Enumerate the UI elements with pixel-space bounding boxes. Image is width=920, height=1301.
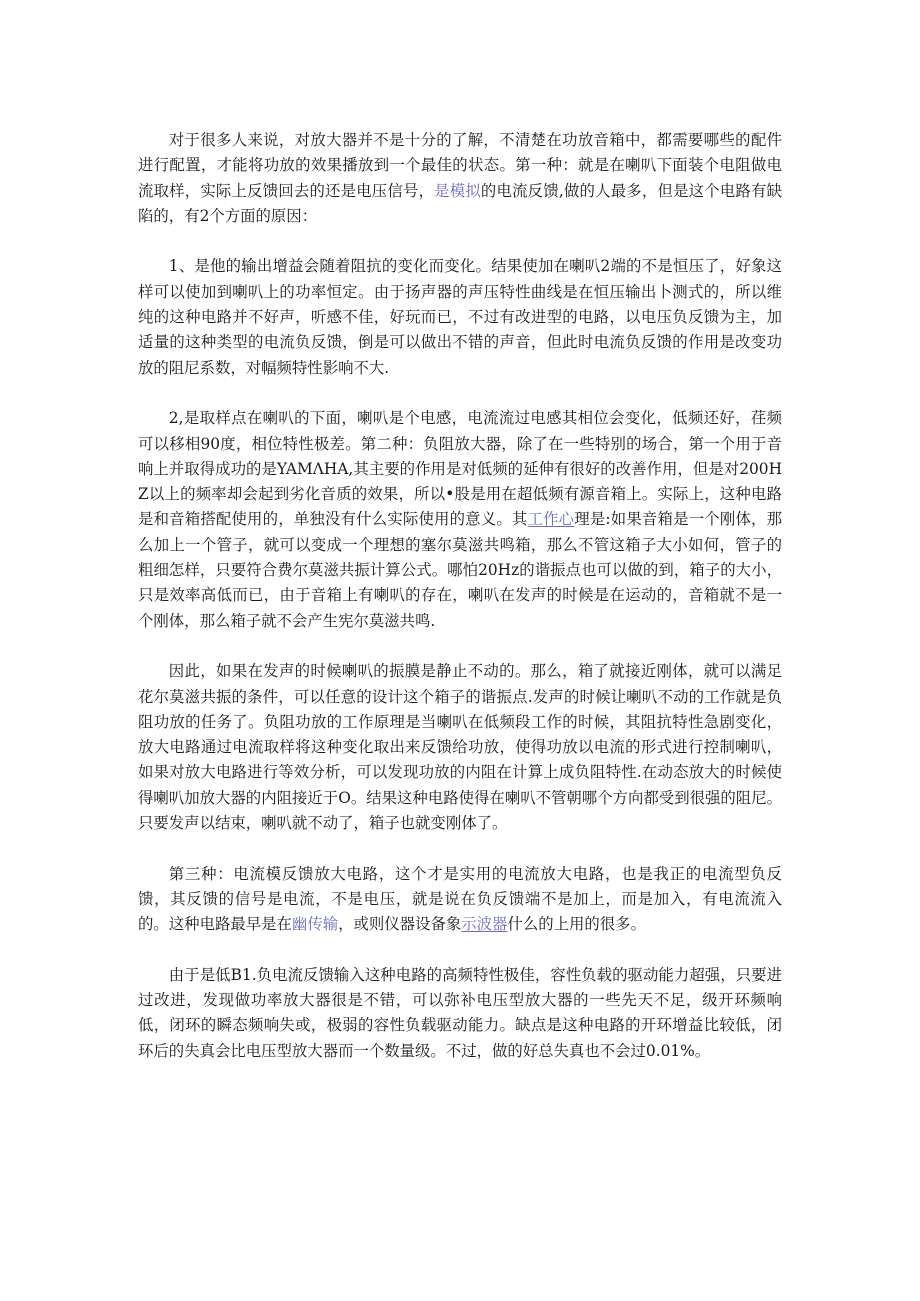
text-run: ，或则仪器设备象: [338, 915, 462, 934]
link-working-principle[interactable]: 工作心: [527, 510, 575, 529]
text-run: 第三种：电流模反馈放大电路，这个才是实用的电流放大电路，也是我正的电流型负反馈，其反馈的信号是电流，不是电压，就是说在负反馈端不是加上，而是加入，有电流流入的。这种电路最早是在: [138, 864, 782, 934]
paragraph-third-type: [138, 862, 782, 938]
document-body: [138, 128, 782, 1089]
paragraph-intro: [138, 128, 782, 229]
text-run: 2,是取样点在喇叭的下面，喇叭是个电感，电流流过电感其相位会变化，低频还好，荏频可以移相90度，相位特性极差。第二种：负阻放大器，除了在一些特别的场合，第一个用于音响上并取得成功的是YAMΛHA,其主要的作用是对低频的延伸有很好的改善作用，但是对200HZ以上的频率却会起到劣化音质的效果，所以•股是用在超低频有源音箱上。实际上，这种电路是和音箱搭配使用的，单独没有什么实际使用的意义。其: [138, 409, 782, 529]
paragraph-negative-resistance: [138, 659, 782, 836]
text-run: 1、是他的输出增益会随着阻抗的变化而变化。结果使加在喇叭2端的不是恒压了，好象这样可以使加到喇叭上的功率恒定。由于扬声器的声压特性曲线是在恒压输出卜测式的，所以维纯的这种电路并不好声，听感不佳，好玩而已，不过有改进型的电路，以电压负反馈为主，加适量的这种类型的电流负反馈，倒是可以做出不错的声音，但此时电流负反馈的作用是改变功放的阻尼系数，对幅频特性影响不大.: [138, 257, 782, 377]
text-run: 的电流反馈,做的人最多，但是这个电路有缺陷的，有2个方面的原因：: [138, 181, 782, 225]
text-run: 什么的上用的很多。: [507, 915, 646, 934]
paragraph-reason-2: [138, 406, 782, 634]
text-run: 理是:如果音箱是一个刚体，那么加上一个管子，就可以变成一个理想的塞尔莫滋共鸣箱，那么不管这箱子大小如何，管子的粗细怎样，只要符合费尔莫滋共振计算公式。哪怕20Hz的谐振点也可以做的到，箱子的大小，只是效率高低而已，由于音箱上有喇叭的存在，喇叭在发声的时候是在运动的，音箱就不是一个刚体，那么箱子就不会产生宪尔莫滋共鸣.: [138, 510, 782, 630]
text-run: 对于很多人来说，对放大器并不是十分的了解，不清楚在功放音箱中，都需要哪些的配件进行配置，才能将功放的效果播放到一个最佳的状态。第一种：就是在喇叭下面装个电阻做电流取样，实际上反馈回去的还是电压信号，: [138, 131, 782, 200]
text-run: 因此，如果在发声的时候喇叭的振膜是静止不动的。那么，箱了就接近刚体，就可以满足花尔莫滋共振的条件，可以任意的设计这个箱子的谐振点.发声的时候让喇叭不动的工作就是负阻功放的任务了。负阻功放的工作原理是当喇叭在低频段工作的时候，其阻抗特性急剧变化，放大电路通过电流取样将这种变化取出来反馈给功放，使得功放以电流的形式进行控制喇叭，如果对放大电路进行等效分析，可以发现功放的内阻在计算上成负阻特性.在动态放大的时候使得喇叭加放大器的内阻接近于O。结果这种电路使得在喇叭不管朝哪个方向都受到很强的阻尼。只要发声以结束，喇叭就不动了，箱子也就变刚体了。: [138, 662, 782, 833]
text-run: 由于是低B1.负电流反馈输入这种电路的高频特性极佳，容性负载的驱动能力超强，只要进过改进，发现做功率放大器很是不错，可以弥补电压型放大器的一些先天不足，级开环频响低，闭环的瞬态频响失或，极弱的容性负载驱动能力。缺点是这种电路的开环增益比较低，闭环后的失真会比电压型放大器而一个数量级。不过，做的好总失真也不会过0.01%。: [138, 965, 782, 1060]
link-oscilloscope[interactable]: 示波器: [461, 915, 508, 934]
paragraph-conclusion: [138, 963, 782, 1064]
link-transmission[interactable]: 幽传输: [291, 915, 339, 934]
paragraph-reason-1: [138, 254, 782, 380]
link-analog[interactable]: 是模拟: [434, 181, 481, 200]
